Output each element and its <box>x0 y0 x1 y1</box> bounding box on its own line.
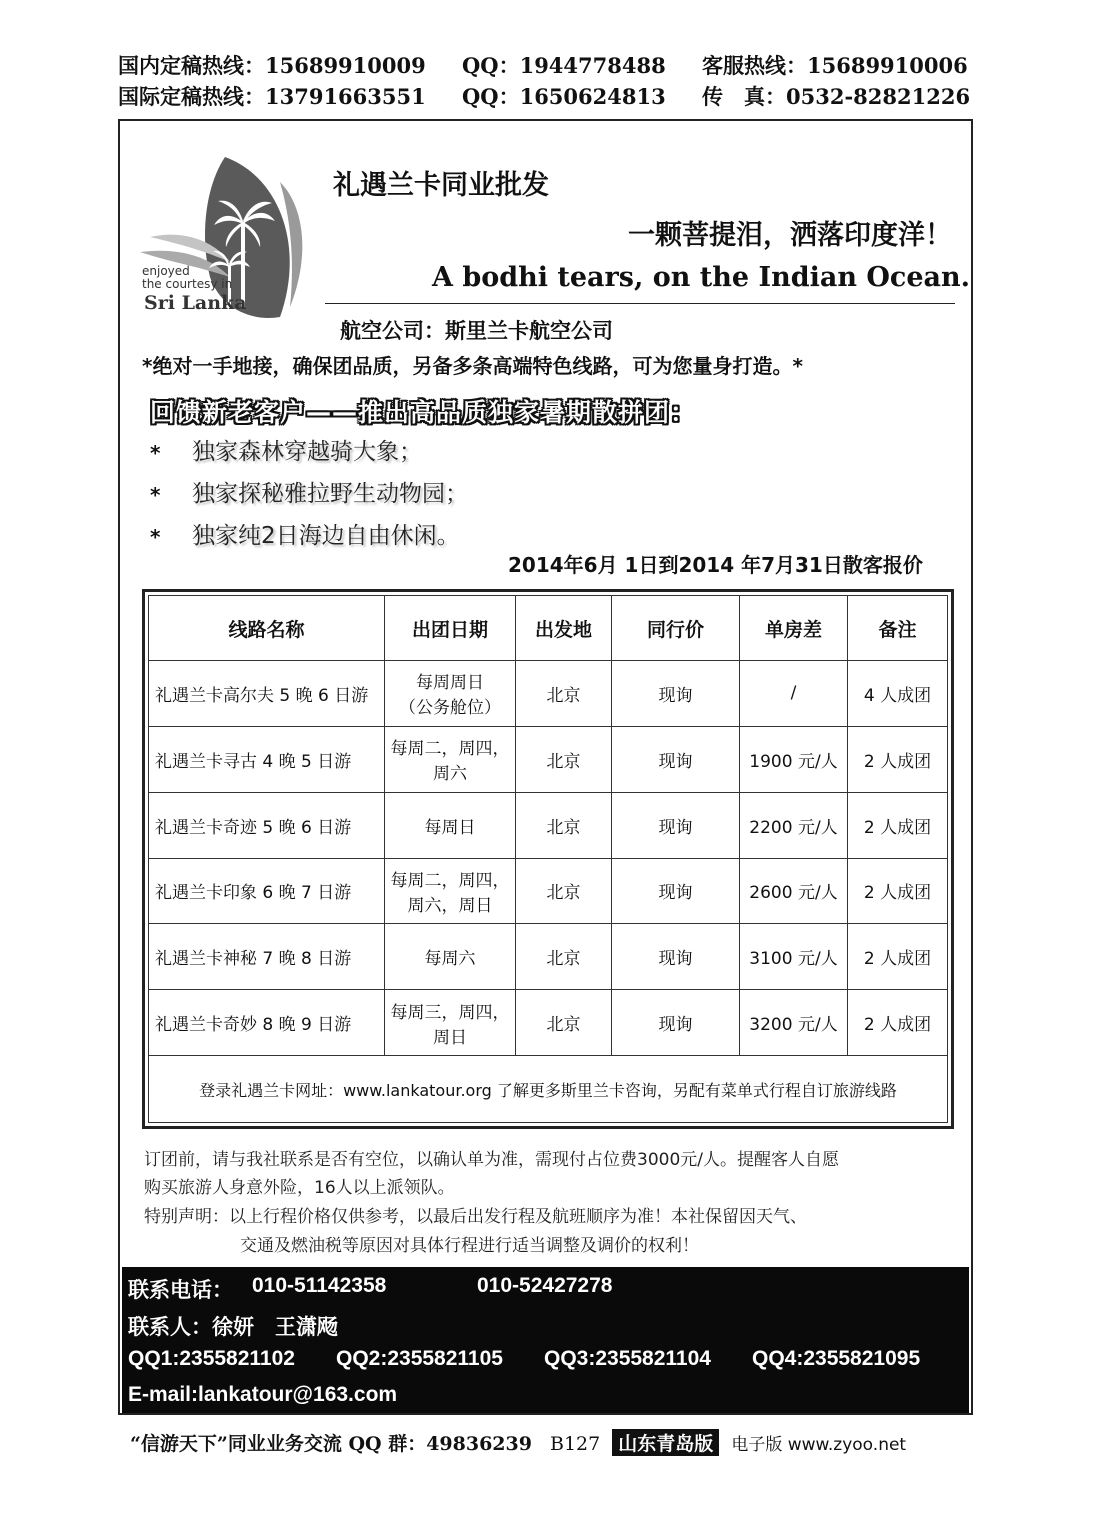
table-header-row <box>149 596 948 661</box>
phone-number-2: 010-52427278 <box>477 1274 613 1297</box>
departure-city: 北京 <box>516 726 612 792</box>
fax-number: 传 真：0532-82821226 <box>702 84 971 109</box>
slogan-english: A bodhi tears, on the Indian Ocean. <box>432 262 971 293</box>
remark: 2 人成团 <box>848 858 948 924</box>
departure-city: 北京 <box>516 924 612 990</box>
feature-star-3: * <box>150 525 161 549</box>
table-row <box>149 726 948 792</box>
departure-city: 北京 <box>516 858 612 924</box>
price-table-box <box>142 589 954 1129</box>
slogan-chinese: 一颗菩提泪，洒落印度洋！ <box>628 220 952 251</box>
route-name: 礼遇兰卡印象 6 晚 7 日游 <box>149 858 385 924</box>
advertisement-frame <box>118 119 973 1415</box>
contact-people: 联系人：徐妍 王潇飏 <box>128 1316 338 1339</box>
table-footer-row <box>149 1056 948 1123</box>
route-name: 礼遇兰卡奇妙 8 晚 9 日游 <box>149 990 385 1056</box>
table-row <box>149 792 948 858</box>
disclaimer-line-1: 特别声明：以上行程价格仅供参考，以最后出发行程及航班顺序为准！本社保留因天气、 <box>144 1207 807 1227</box>
company-title: 礼遇兰卡同业批发 <box>333 170 549 201</box>
phone-label: 联系电话： <box>128 1279 233 1302</box>
departure-dates: 每周二，周四， 周六 <box>385 726 516 792</box>
header-route: 线路名称 <box>149 596 385 661</box>
trade-price: 现询 <box>612 661 740 727</box>
logo-brand: Sri Lanka <box>144 292 247 314</box>
departure-dates: 每周六 <box>385 924 516 990</box>
sri-lanka-logo <box>130 137 320 332</box>
departure-dates: 每周日 <box>385 792 516 858</box>
departure-city: 北京 <box>516 792 612 858</box>
single-supplement: 2200 元/人 <box>740 792 848 858</box>
header-departure: 出发地 <box>516 596 612 661</box>
booking-note-line-1: 订团前，请与我社联系是否有空位，以确认单为准，需现付占位费3000元/人。提醒客人自愿 <box>144 1150 839 1170</box>
remark: 2 人成团 <box>848 792 948 858</box>
qq-1: QQ1:2355821102 <box>128 1347 295 1370</box>
departure-city: 北京 <box>516 661 612 727</box>
trade-price: 现询 <box>612 858 740 924</box>
airline-info: 航空公司：斯里兰卡航空公司 <box>340 319 613 343</box>
trade-price: 现询 <box>612 990 740 1056</box>
booking-note-line-2: 购买旅游人身意外险，16人以上派领队。 <box>144 1178 455 1198</box>
route-name: 礼遇兰卡神秘 7 晚 8 日游 <box>149 924 385 990</box>
phone-number-1: 010-51142358 <box>252 1274 387 1297</box>
qq-4: QQ4:2355821095 <box>752 1347 921 1370</box>
departure-city: 北京 <box>516 990 612 1056</box>
footer-qq-group: “信游天下”同业业务交流 QQ 群：49836239 <box>130 1433 532 1455</box>
email-address: E-mail:lankatour@163.com <box>128 1383 398 1406</box>
table-row <box>149 858 948 924</box>
header-remark: 备注 <box>848 596 948 661</box>
qq-2: QQ2:2355821105 <box>336 1347 503 1370</box>
trade-price: 现询 <box>612 924 740 990</box>
feature-star-1: * <box>150 441 161 465</box>
logo-tagline-1: enjoyed <box>142 264 190 278</box>
contact-block <box>122 1267 969 1413</box>
header-date: 出团日期 <box>385 596 516 661</box>
single-supplement: 2600 元/人 <box>740 858 848 924</box>
header-divider <box>325 303 955 304</box>
domestic-hotline: 国内定稿热线：15689910009 <box>118 53 426 78</box>
remark: 4 人成团 <box>848 661 948 727</box>
feature-item-2: 独家探秘雅拉野生动物园； <box>192 481 468 507</box>
single-supplement: / <box>740 661 848 727</box>
promo-headline: 回馈新老客户——推出高品质独家暑期散拼团： <box>150 398 697 427</box>
disclaimer-line-2: 交通及燃油税等原因对具体行程进行适当调整及调价的权利！ <box>240 1236 699 1256</box>
guarantee-statement: *绝对一手地接，确保团品质，另备多条高端特色线路，可为您量身打造。* <box>142 354 803 378</box>
header-price: 同行价 <box>612 596 740 661</box>
route-name: 礼遇兰卡寻古 4 晚 5 日游 <box>149 726 385 792</box>
page-footer <box>130 1429 906 1459</box>
feature-item-3: 独家纯2日海边自由休闲。 <box>192 523 460 549</box>
remark: 2 人成团 <box>848 924 948 990</box>
remark: 2 人成团 <box>848 990 948 1056</box>
website-note: 登录礼遇兰卡网址：www.lankatour.org 了解更多斯里兰卡咨询，另配有菜单式行程自订旅游线路 <box>149 1056 948 1123</box>
service-hotline: 客服热线：15689910006 <box>702 53 968 78</box>
price-period: 2014年6月 1日到2014 年7月31日散客报价 <box>508 553 923 577</box>
feature-star-2: * <box>150 483 161 507</box>
route-name: 礼遇兰卡奇迹 5 晚 6 日游 <box>149 792 385 858</box>
international-hotline: 国际定稿热线：13791663551 <box>118 84 426 109</box>
edition-badge: 山东青岛版 <box>612 1429 719 1456</box>
trade-price: 现询 <box>612 792 740 858</box>
price-table <box>148 595 948 1123</box>
single-supplement: 1900 元/人 <box>740 726 848 792</box>
table-row <box>149 990 948 1056</box>
departure-dates: 每周三，周四， 周日 <box>385 990 516 1056</box>
single-supplement: 3100 元/人 <box>740 924 848 990</box>
table-row <box>149 661 948 727</box>
page-number: B127 <box>550 1433 601 1455</box>
route-name: 礼遇兰卡高尔夫 5 晚 6 日游 <box>149 661 385 727</box>
website-footer: 电子版 www.zyoo.net <box>731 1435 907 1455</box>
header-single-supplement: 单房差 <box>740 596 848 661</box>
remark: 2 人成团 <box>848 726 948 792</box>
logo-tagline-2: the courtesy in <box>142 277 233 291</box>
feature-item-1: 独家森林穿越骑大象； <box>192 439 422 465</box>
domestic-qq: QQ：1944778488 <box>462 53 666 78</box>
single-supplement: 3200 元/人 <box>740 990 848 1056</box>
international-qq: QQ：1650624813 <box>462 84 666 109</box>
qq-3: QQ3:2355821104 <box>544 1347 711 1370</box>
departure-dates: 每周周日 （公务舱位） <box>385 661 516 727</box>
table-row <box>149 924 948 990</box>
departure-dates: 每周二，周四， 周六，周日 <box>385 858 516 924</box>
trade-price: 现询 <box>612 726 740 792</box>
